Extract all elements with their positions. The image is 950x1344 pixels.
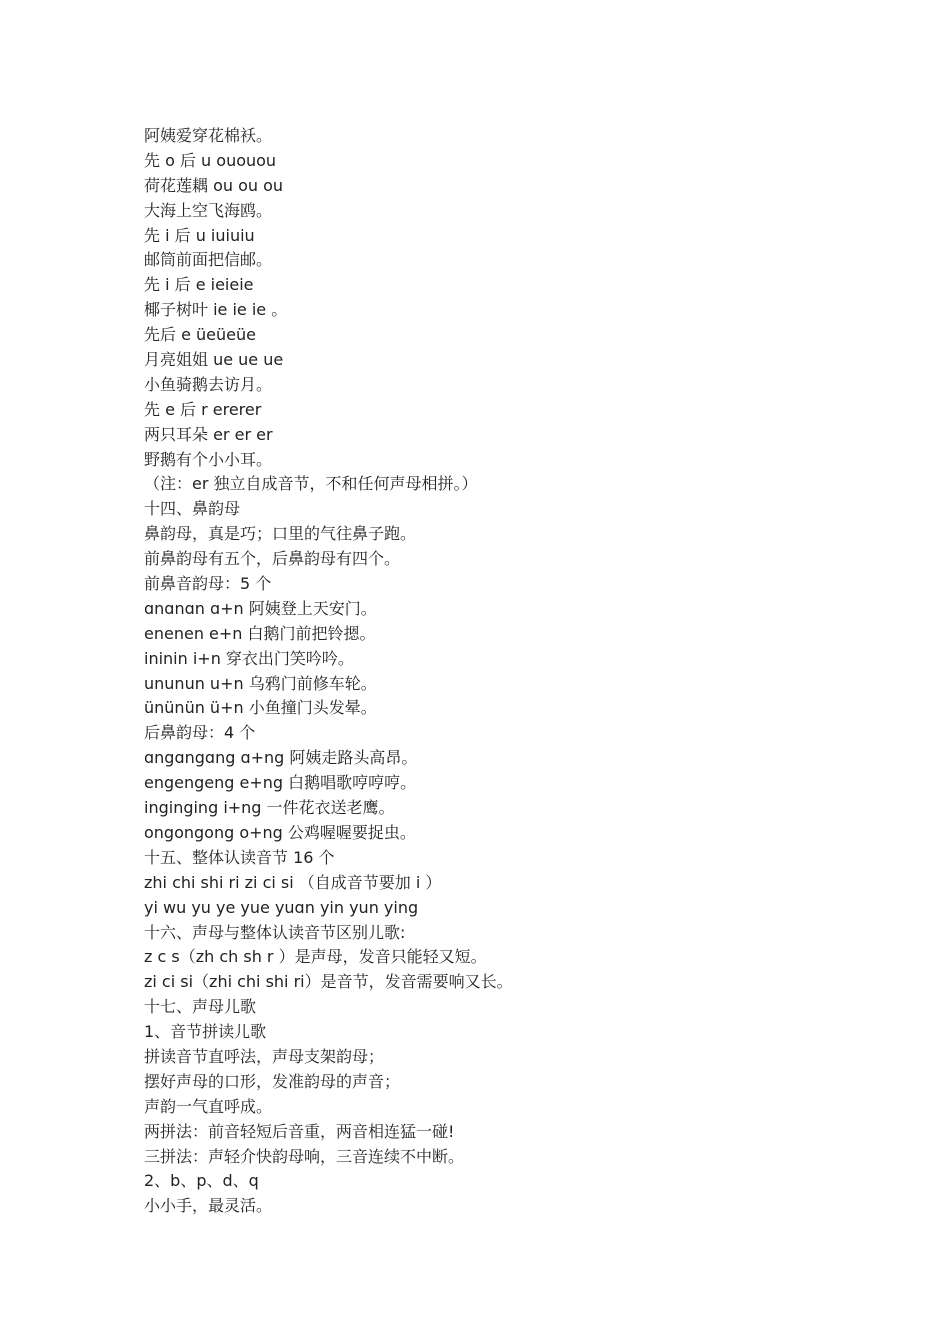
text-line: 荷花莲耦 ou ou ou <box>144 175 284 195</box>
text-line: 两拼法：前音轻短后音重，两音相连猛一碰! <box>144 1121 455 1141</box>
text-line: 两只耳朵 er er er <box>144 424 273 444</box>
text-line: 前鼻音韵母：5 个 <box>144 574 272 594</box>
text-line: ininin i+n 穿衣出门笑吟吟。 <box>144 648 354 668</box>
text-line: 2、b、p、d、q <box>144 1171 259 1191</box>
text-line: 后鼻韵母：4 个 <box>144 723 256 743</box>
text-line: enenen e+n 白鹅门前把铃摁。 <box>144 623 376 643</box>
text-line: 大海上空飞海鸥。 <box>144 200 273 220</box>
text-line: z c s（zh ch sh r ）是声母，发音只能轻又短。 <box>144 947 487 967</box>
text-line: inginging i+ng 一件花衣送老鹰。 <box>144 798 395 818</box>
text-line: 月亮姐姐 ue ue ue <box>144 350 284 370</box>
text-line: 野鹅有个小小耳。 <box>144 449 273 469</box>
text-line: 摆好声母的口形，发准韵母的声音； <box>144 1071 401 1091</box>
text-line: 十五、整体认读音节 16 个 <box>144 847 335 867</box>
text-line: engengeng e+ng 白鹅唱歌哼哼哼。 <box>144 773 417 793</box>
text-line: （注：er 独立自成音节，不和任何声母相拼。） <box>144 474 478 494</box>
text-line: 十四、鼻韵母 <box>144 499 241 519</box>
text-line: 椰子树叶 ie ie ie 。 <box>144 300 288 320</box>
text-line: 小鱼骑鹅去访月。 <box>144 374 273 394</box>
text-line: 先 o 后 u ououou <box>144 150 277 170</box>
text-line: 声韵一气直呼成。 <box>144 1096 273 1116</box>
text-line: ününün ü+n 小鱼撞门头发晕。 <box>144 698 377 718</box>
text-line: 阿姨爱穿花棉袄。 <box>144 126 273 145</box>
text-line: 先 e 后 r ererer <box>144 399 262 419</box>
text-line: 三拼法：声轻介快韵母响，三音连续不中断。 <box>144 1146 465 1166</box>
text-line: 先 i 后 e ieieie <box>144 275 254 295</box>
text-line: zhi chi shi ri zi ci si （自成音节要加 i ） <box>144 872 442 892</box>
text-line: 邮筒前面把信邮。 <box>144 250 273 270</box>
text-line: zi ci si（zhi chi shi ri）是音节，发音需要响又长。 <box>144 972 513 992</box>
text-line: 十七、声母儿歌 <box>144 997 257 1017</box>
text-line: 鼻韵母，真是巧；口里的气往鼻子跑。 <box>144 524 417 544</box>
text-line: ɑnɑnɑn ɑ+n 阿姨登上天安门。 <box>144 598 377 618</box>
text-line: 先 i 后 u iuiuiu <box>144 225 255 245</box>
document-text <box>144 124 864 1219</box>
text-line: ɑngɑngɑng ɑ+ng 阿姨走路头高昂。 <box>144 748 418 768</box>
text-line: 小小手，最灵活。 <box>144 1196 273 1216</box>
text-line: ununun u+n 乌鸦门前修车轮。 <box>144 673 377 693</box>
text-line: 拼读音节直呼法，声母支架韵母； <box>144 1046 385 1066</box>
text-line: 前鼻韵母有五个，后鼻韵母有四个。 <box>144 549 401 569</box>
text-line: ongongong o+ng 公鸡喔喔要捉虫。 <box>144 822 416 842</box>
text-line: yi wu yu ye yue yuɑn yin yun ying <box>144 897 419 917</box>
text-line: 十六、声母与整体认读音节区别儿歌: <box>144 922 406 942</box>
text-line: 先后 e üeüeüe <box>144 325 256 345</box>
text-line: 1、音节拼读儿歌 <box>144 1022 267 1042</box>
